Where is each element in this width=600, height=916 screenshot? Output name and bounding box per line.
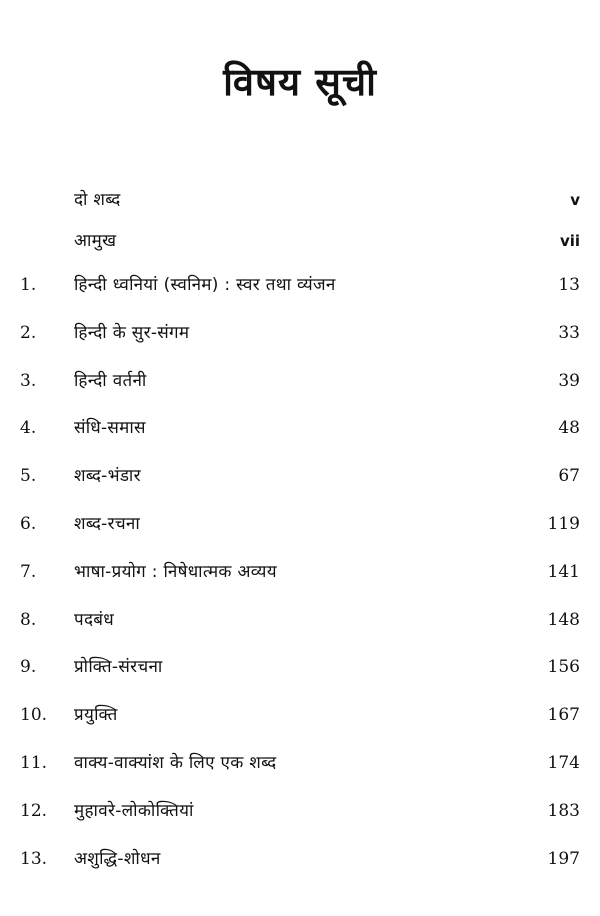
toc-entry-title: शब्द-भंडार (74, 466, 141, 487)
toc-page-number: 48 (558, 418, 580, 439)
toc-entry-title: अशुद्धि-शोधन (74, 848, 161, 869)
toc-row-chapter (0, 453, 600, 501)
toc-row-chapter (0, 740, 600, 788)
toc-page-number: 148 (547, 609, 580, 630)
toc-entry-title: दो शब्द (74, 190, 121, 210)
chapter-number: 1. (20, 275, 37, 295)
toc-page-number: 197 (547, 848, 580, 869)
toc-page-number: 156 (547, 657, 580, 678)
toc-page-number: v (570, 191, 580, 209)
chapter-number: 10. (20, 705, 48, 726)
table-of-contents (0, 180, 600, 883)
toc-row-chapter (0, 597, 600, 645)
toc-row-chapter (0, 692, 600, 740)
chapter-number: 2. (20, 322, 37, 343)
toc-entry-title: प्रयुक्ति (74, 705, 118, 726)
toc-entry-title: शब्द-रचना (74, 513, 141, 534)
chapter-number: 12. (20, 800, 48, 821)
toc-page-number: 167 (547, 705, 580, 726)
toc-entry-title: भाषा-प्रयोग : निषेधात्मक अव्यय (74, 561, 277, 582)
chapter-number: 6. (20, 513, 37, 534)
chapter-number: 13. (20, 848, 48, 869)
toc-entry-title: हिन्दी के सुर-संगम (74, 322, 190, 343)
page-title: विषय सूची (223, 60, 377, 104)
toc-page-number: 39 (558, 370, 580, 391)
toc-row-front-matter (0, 180, 600, 221)
toc-row-chapter (0, 644, 600, 692)
toc-row-chapter (0, 310, 600, 358)
toc-row-chapter (0, 501, 600, 549)
toc-page-number: 183 (547, 800, 580, 821)
chapter-number: 9. (20, 657, 37, 678)
chapter-number: 3. (20, 370, 37, 391)
toc-entry-title: मुहावरे-लोकोक्तियां (74, 800, 194, 821)
toc-page-number: 119 (547, 513, 580, 534)
toc-row-chapter (0, 788, 600, 836)
toc-row-chapter (0, 405, 600, 453)
toc-page-number: 67 (558, 466, 580, 487)
toc-entry-title: हिन्दी ध्वनियां (स्वनिम) : स्वर तथा व्यंजन (74, 275, 336, 295)
toc-page-number: vii (559, 232, 580, 250)
toc-row-front-matter (0, 221, 600, 262)
toc-entry-title: संधि-समास (74, 418, 146, 439)
toc-row-chapter (0, 549, 600, 597)
chapter-number: 5. (20, 466, 37, 487)
toc-entry-title: वाक्य-वाक्यांश के लिए एक शब्द (74, 752, 277, 773)
toc-row-chapter (0, 358, 600, 406)
chapter-number: 8. (20, 609, 37, 630)
toc-page-number: 13 (558, 275, 580, 295)
toc-entry-title: पदबंध (74, 609, 115, 630)
toc-row-chapter (0, 836, 600, 884)
toc-entry-title: प्रोक्ति-संरचना (74, 657, 163, 678)
chapter-number: 11. (20, 752, 48, 773)
toc-row-chapter (0, 262, 600, 310)
toc-entry-title: हिन्दी वर्तनी (74, 370, 147, 391)
toc-entry-title: आमुख (74, 231, 117, 251)
toc-page-number: 174 (547, 752, 580, 773)
chapter-number: 4. (20, 418, 37, 439)
toc-page-number: 141 (547, 561, 580, 582)
toc-page-number: 33 (558, 322, 580, 343)
chapter-number: 7. (20, 561, 37, 582)
